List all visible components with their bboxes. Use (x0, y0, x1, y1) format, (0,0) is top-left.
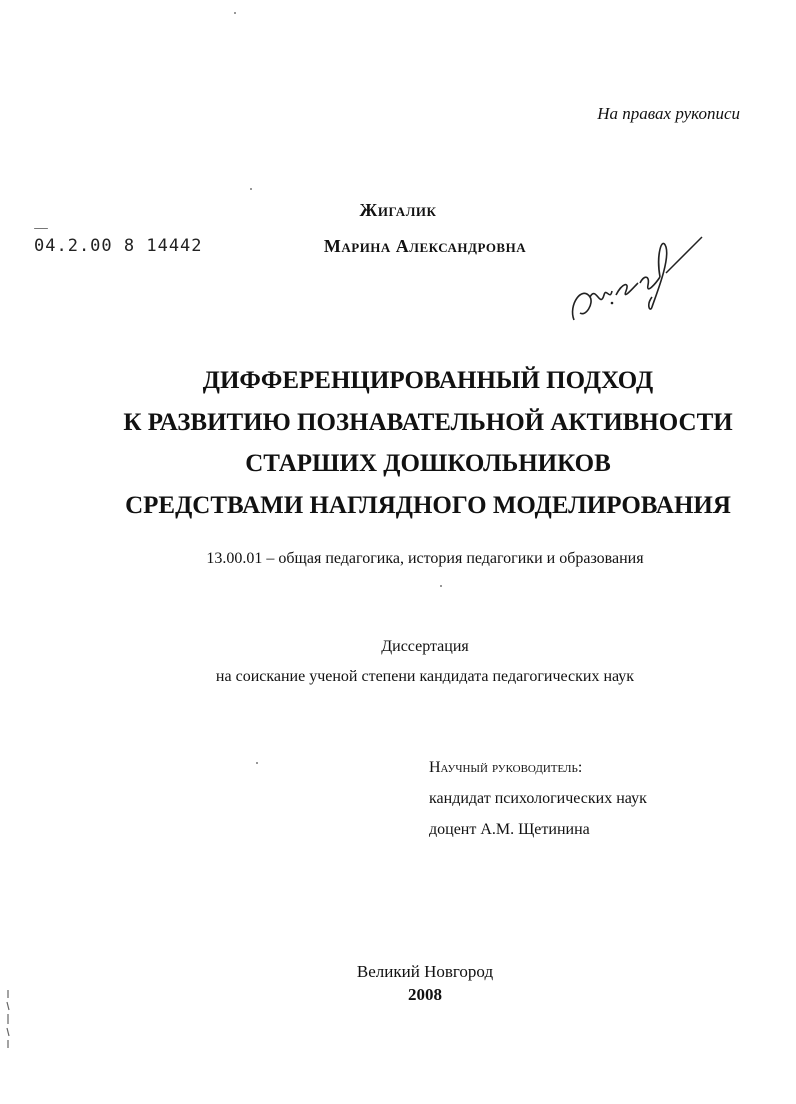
author-surname: Жигалик (359, 200, 437, 220)
registration-number: 04.2.00 8 14442 (34, 236, 203, 256)
dissertation-type: Диссертация (381, 638, 469, 655)
scan-speck (34, 228, 48, 229)
publication-place (0, 960, 796, 1006)
handwritten-signature-icon (560, 225, 710, 335)
scientific-advisor (429, 752, 647, 845)
scan-speck (234, 12, 236, 14)
scan-speck (250, 188, 252, 190)
dissertation-title (60, 360, 796, 526)
manuscript-rights-note: На правах рукописи (597, 104, 740, 123)
title-line: ДИФФЕРЕНЦИРОВАННЫЙ ПОДХОД (202, 367, 654, 394)
title-line: СТАРШИХ ДОШКОЛЬНИКОВ (245, 450, 611, 477)
advisor-heading: Научный руководитель: (429, 759, 583, 776)
city-name: Великий Новгород (356, 962, 494, 981)
dissertation-info (0, 632, 796, 692)
title-line: К РАЗВИТИЮ ПОЗНАВАТЕЛЬНОЙ АКТИВНОСТИ (123, 408, 733, 436)
advisor-degree: кандидат психологических наук (429, 790, 647, 807)
author-name: Марина Александровна (323, 236, 527, 256)
advisor-name: доцент А.М. Щетинина (429, 821, 590, 838)
title-line: СРЕДСТВАМИ НАГЛЯДНОГО МОДЕЛИРОВАНИЯ (125, 491, 731, 519)
publication-year: 2008 (408, 985, 442, 1004)
scan-speck (440, 585, 442, 587)
scan-edge-mark (4, 990, 12, 1050)
specialty-code: 13.00.01 – общая педагогика, история педагогики и образования (206, 550, 644, 567)
scan-speck (256, 762, 258, 764)
degree-sought: на соискание ученой степени кандидата педагогических наук (215, 668, 635, 685)
